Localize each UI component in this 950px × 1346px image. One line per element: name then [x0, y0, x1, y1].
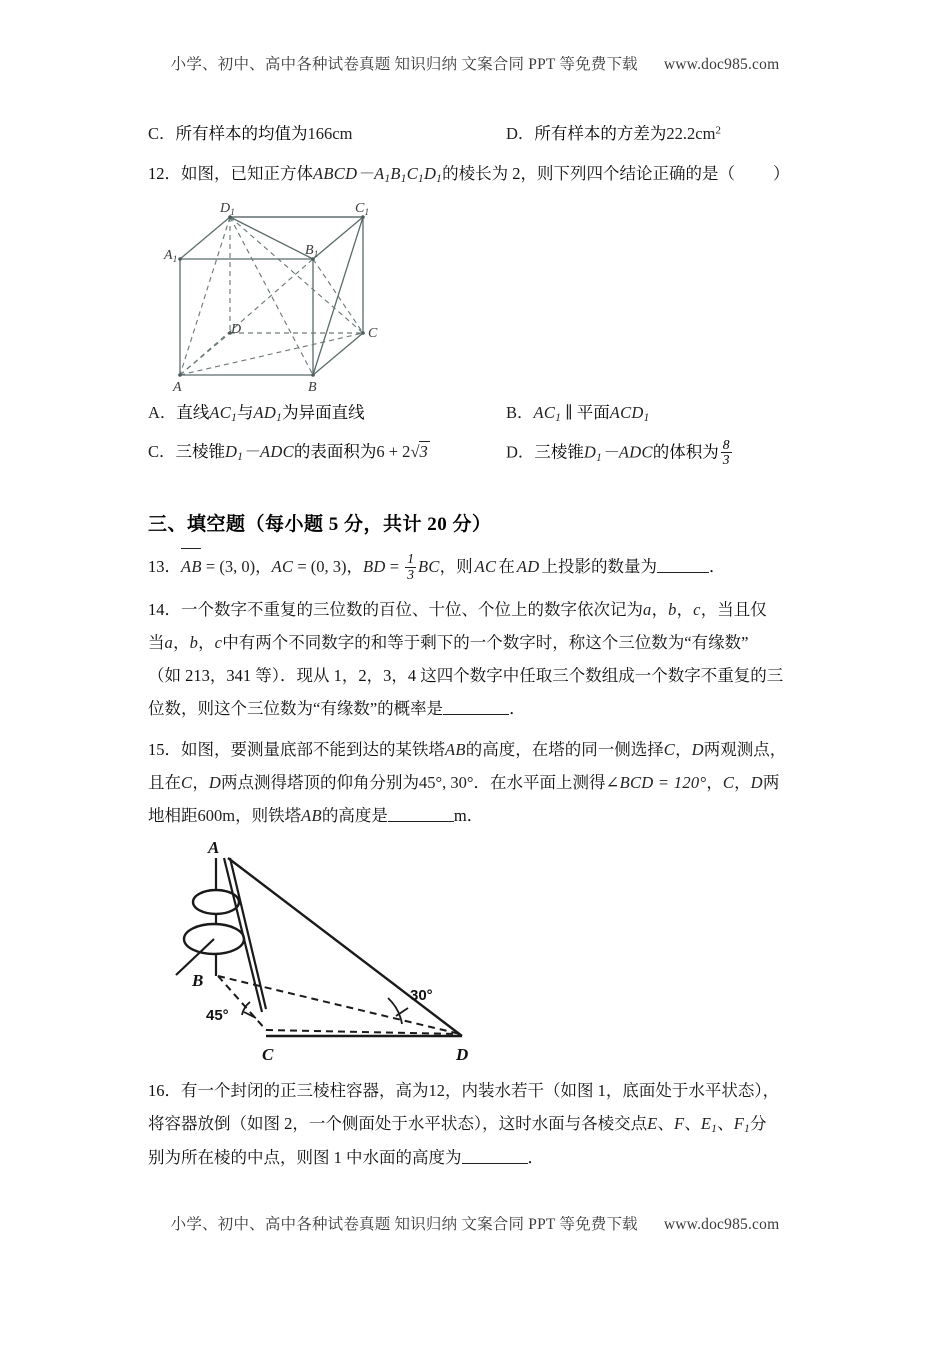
q16-point-f1: F	[733, 1114, 745, 1134]
section-3-heading: 三、填空题（每小题 5 分，共计 20 分）	[148, 514, 492, 536]
q12-option-c-m2: ADC	[259, 441, 294, 461]
q13-proj-ad: AD	[516, 557, 540, 577]
cube-label-A1: $A_1$	[164, 247, 178, 265]
q13-period: ．	[708, 557, 726, 577]
footer-watermark-text: 小学、初中、高中各种试卷真题 知识归纳 文案合同 PPT 等免费下载	[170, 1216, 638, 1233]
q12-solid2-d-sub: 1	[436, 173, 443, 186]
q15-line-2	[148, 766, 820, 799]
q12-option-b-mid: 平面	[576, 402, 610, 422]
q12-option-c-m1-sub: 1	[237, 450, 244, 463]
header-watermark	[0, 52, 950, 74]
q15-line3-c: 的高度是	[321, 806, 388, 826]
q12-option-c-m1: D	[225, 441, 238, 461]
q13-fraction-denominator: 3	[407, 566, 414, 582]
q12-option-b-parallel: ∥	[565, 402, 573, 422]
q12-option-d-label: D．	[506, 442, 535, 462]
q12-solid2-b-sub: 1	[400, 173, 407, 186]
q14-line1-b: ，当且仅	[700, 600, 767, 620]
q12-solid-dash: －	[357, 164, 375, 183]
footer-watermark	[0, 1212, 950, 1234]
footer-watermark-url: www.doc985.com	[663, 1216, 780, 1233]
q11-options-row	[148, 120, 820, 144]
q14-var-a: a	[643, 600, 652, 620]
q14-line4-a: 位数，则这个三位数为“有缘数”的概率是	[148, 699, 444, 719]
cube-svg	[158, 197, 413, 393]
q12-option-a-pre: 直线	[176, 402, 210, 422]
q14-l2-var-b: b	[189, 633, 199, 653]
q12-solid2-c-sub: 1	[418, 173, 424, 186]
cube-label-B1: $B_1$	[305, 242, 319, 260]
cube-label-B: B	[308, 379, 317, 393]
q12-option-c-value: 6 + 2	[376, 441, 411, 461]
q12-solid2-d: D	[423, 164, 437, 183]
q12-stem-b: 的棱长为 2，则下列四个结论正确的是（	[442, 164, 735, 183]
q16-line2-b: 分	[750, 1114, 767, 1134]
q12-option-b-m2-sub: 1	[643, 411, 650, 424]
q15-line2-d: ，	[706, 773, 723, 793]
q14-line-2	[148, 626, 820, 659]
question-16	[148, 1074, 820, 1174]
q13-eq1: = (3, 0)	[201, 557, 256, 577]
q13-eq2: = (0, 3)	[293, 557, 347, 577]
q11-option-d	[484, 120, 820, 144]
q12-option-c-mid: 的表面积为	[293, 441, 377, 461]
q13-mid: 在	[498, 557, 515, 577]
q13-sep3: ，则	[439, 557, 473, 577]
q15-l1-sep: ，	[675, 740, 692, 760]
q15-line2-e: 两	[762, 773, 780, 793]
q12-option-d-mid: 的体积为	[652, 442, 719, 462]
q13-sep2: ，	[346, 557, 364, 577]
q16-point-f1-sub: 1	[744, 1123, 751, 1136]
q15-point-d: D	[691, 740, 704, 760]
q12-option-a	[148, 399, 484, 424]
q16-s2: 、	[684, 1114, 701, 1134]
q12-option-c-label: C．	[148, 441, 176, 461]
header-watermark-text: 小学、初中、高中各种试卷真题 知识归纳 文案合同 PPT 等免费下载	[170, 56, 638, 73]
q11-option-c-label: C．	[148, 124, 176, 143]
q16-line3-b: ．	[527, 1147, 544, 1167]
q16-line2-a: 将容器放倒（如图 2，一个侧面处于水平状态），这时水面与各棱交点	[148, 1114, 648, 1134]
q11-option-c-text: 所有样本的均值为	[175, 124, 308, 143]
q12-option-d-m1: D	[583, 442, 597, 462]
q15-figure-tower	[170, 840, 820, 1072]
q12-option-a-mid: 与	[237, 402, 254, 422]
q15-line1-b: 的高度，在塔的同一侧选择	[465, 740, 664, 760]
q16-point-e1-sub: 1	[711, 1123, 718, 1136]
q16-height: 12	[428, 1081, 445, 1101]
q14-line-4	[148, 692, 820, 725]
q14-c2: ，	[676, 600, 694, 620]
cube-label-C: C	[368, 325, 378, 341]
q14-line-1	[148, 593, 820, 626]
tower-label-A: A	[208, 840, 220, 858]
q12-option-b	[484, 399, 820, 424]
q12-option-c-radicand: 3	[419, 441, 428, 461]
q14-line1-a: 一个数字不重复的三位数的百位、十位、个位上的数字依次记为	[181, 600, 643, 620]
q15-line3-a: 地相距	[148, 806, 198, 826]
q12-option-a-post: 为异面直线	[282, 402, 365, 422]
q15-line-1	[148, 733, 820, 766]
q11-option-d-value: 22.2cm	[666, 124, 716, 143]
q13-answer-blank[interactable]	[657, 556, 709, 573]
q15-line1-c: 两观测点，	[703, 740, 787, 760]
q12-option-a-m1: AC	[209, 402, 232, 422]
q12-option-b-m1: AC	[533, 402, 556, 422]
q15-line3-b: ，则铁塔	[235, 806, 302, 826]
q12-option-a-m2-sub: 1	[276, 411, 283, 424]
q14-l2-var-a: a	[164, 633, 174, 653]
document-body	[148, 120, 820, 1174]
q15-l2-point-c: C	[181, 773, 193, 793]
q16-s3: 、	[717, 1114, 734, 1134]
q11-option-c	[148, 120, 484, 144]
q15-point-c: C	[663, 740, 676, 760]
q15-line2-b: 两点测得塔顶的仰角分别为	[221, 773, 420, 793]
q12-option-c	[148, 438, 484, 467]
tower-angle-30-label: 30°	[410, 987, 433, 1005]
q15-l2-sep1: ，	[192, 773, 209, 793]
q12-solid2-a: A	[374, 164, 385, 183]
tower-svg	[170, 840, 500, 1072]
q15-line3-d: m．	[453, 806, 484, 826]
q15-l2-point-d2: D	[750, 773, 763, 793]
q12-solid2-a-sub: 1	[384, 173, 391, 186]
q16-line1-a: 有一个封闭的正三棱柱容器，高为	[181, 1081, 429, 1101]
q12-option-c-dash: －	[243, 441, 260, 461]
q14-answer-blank[interactable]	[443, 698, 509, 715]
q12-number: 12．	[148, 164, 181, 183]
q12-option-d-m1-sub: 1	[596, 451, 603, 464]
q14-line4-b: ．	[509, 699, 526, 719]
q12-option-d-denominator: 3	[722, 451, 730, 467]
q15-line-3	[148, 799, 820, 832]
q11-option-d-exponent: 2	[715, 124, 721, 137]
q16-line-2	[148, 1107, 820, 1141]
q12-option-b-m2: ACD	[609, 402, 644, 422]
q12-solid2-c: C	[406, 164, 419, 183]
q12-stem	[148, 157, 820, 191]
q12-option-d-fraction	[721, 438, 732, 467]
q15-answer-blank[interactable]	[388, 805, 454, 822]
q13-vector-bd: BD	[363, 557, 386, 577]
q15-number: 15．	[148, 740, 181, 760]
q16-line3-a: 别为所在棱的中点，则图 1 中水面的高度为	[148, 1147, 462, 1167]
q16-point-f: F	[674, 1114, 685, 1134]
tower-label-C: C	[262, 1045, 274, 1065]
cube-label-D1: $D_1$	[220, 200, 235, 218]
cube-label-D: D	[231, 321, 242, 337]
cube-label-A: A	[173, 379, 182, 393]
q12-solid-name: ABCD	[313, 164, 358, 183]
q12-option-c-pre: 三棱锥	[175, 441, 226, 461]
q14-c1: ，	[651, 600, 669, 620]
q12-option-a-m1-sub: 1	[231, 411, 238, 424]
q12-option-d-numerator: 8	[722, 436, 730, 452]
q12-option-d-m2: ADC	[618, 442, 653, 462]
q13-vector-ab: AB	[181, 550, 202, 583]
q16-line-3	[148, 1141, 820, 1174]
question-12	[148, 157, 820, 467]
q13-fraction	[405, 552, 416, 581]
q15-line1-a: 如图，要测量底部不能到达的某铁塔	[181, 740, 445, 760]
q12-option-b-label: B．	[506, 402, 534, 422]
header-watermark-url: www.doc985.com	[663, 56, 780, 73]
q12-solid2-b: B	[390, 164, 401, 183]
q15-distance: 600m	[197, 806, 236, 826]
q15-angles: 45°, 30°	[419, 773, 474, 793]
q12-option-d-dash: －	[602, 442, 619, 462]
q14-var-c: c	[693, 600, 701, 620]
q14-l2-var-c: c	[214, 633, 223, 653]
q12-option-d	[484, 438, 820, 467]
cube-label-C1: $C_1$	[355, 200, 370, 218]
q16-answer-blank[interactable]	[462, 1147, 528, 1164]
q15-l2-point-d: D	[208, 773, 222, 793]
q11-option-d-label: D．	[506, 124, 535, 143]
q16-number: 16．	[148, 1081, 181, 1101]
q13-sep1: ，	[255, 557, 272, 577]
q13-vector-bc: BC	[417, 557, 440, 577]
q15-l2-sep2: ，	[734, 773, 751, 793]
q12-stem-c: ）	[772, 164, 790, 183]
q15-l2-point-c2: C	[722, 773, 735, 793]
q14-line-3: （如 213，341 等）．现从 1，2，3，4 这四个数字中任取三个数组成一个数字不重复的三	[148, 666, 784, 686]
q16-point-e1: E	[700, 1114, 712, 1134]
q13-proj-ac: AC	[474, 557, 497, 577]
q14-line2-a: 当	[148, 633, 165, 653]
q16-line-1	[148, 1074, 820, 1107]
q14-number: 14．	[148, 600, 181, 620]
sqrt-icon: √	[410, 441, 420, 461]
q14-line2-b: 中有两个不同数字的和等于剩下的一个数字时，称这个三位数为“有缘数”	[222, 633, 749, 653]
question-15	[148, 733, 820, 1072]
q12-option-a-label: A．	[148, 402, 177, 422]
question-13	[148, 550, 820, 583]
q16-point-e: E	[647, 1114, 658, 1134]
q15-line2-a: 且在	[148, 773, 181, 793]
q15-angle-bcd: ∠BCD = 120°	[605, 773, 707, 793]
q13-eq3: =	[385, 557, 404, 577]
q12-figure-cube	[158, 197, 820, 393]
q12-options-row-1	[148, 399, 820, 424]
q12-option-a-m2: AD	[253, 402, 277, 422]
tower-label-D: D	[456, 1045, 469, 1065]
q15-l3-tower-ab: AB	[301, 806, 322, 826]
q13-fraction-numerator: 1	[407, 551, 414, 567]
q14-var-b: b	[668, 600, 677, 620]
q13-vector-ac: AC	[271, 557, 294, 577]
question-14	[148, 593, 820, 725]
q16-line1-b: ，内装水若干（如图 1，底面处于水平状态），	[445, 1081, 780, 1101]
q15-tower-ab: AB	[445, 740, 466, 760]
q11-option-c-value: 166cm	[307, 124, 353, 143]
tower-label-B: B	[192, 971, 204, 991]
q14-l2-c2: ，	[198, 633, 215, 653]
q12-option-b-m1-sub: 1	[555, 411, 562, 424]
q15-line2-c: ．在水平面上测得	[473, 773, 606, 793]
q13-number: 13．	[148, 557, 181, 577]
q13-tail: 上投影的数量为	[541, 557, 657, 577]
q14-l2-c1: ，	[173, 633, 190, 653]
q12-stem-a: 如图，已知正方体	[181, 164, 313, 183]
tower-angle-45-label: 45°	[206, 1007, 229, 1025]
q12-option-d-pre: 三棱锥	[534, 442, 584, 462]
q11-option-d-text: 所有样本的方差为	[534, 124, 667, 143]
q12-options-row-2	[148, 438, 820, 467]
q16-s1: 、	[657, 1114, 675, 1134]
